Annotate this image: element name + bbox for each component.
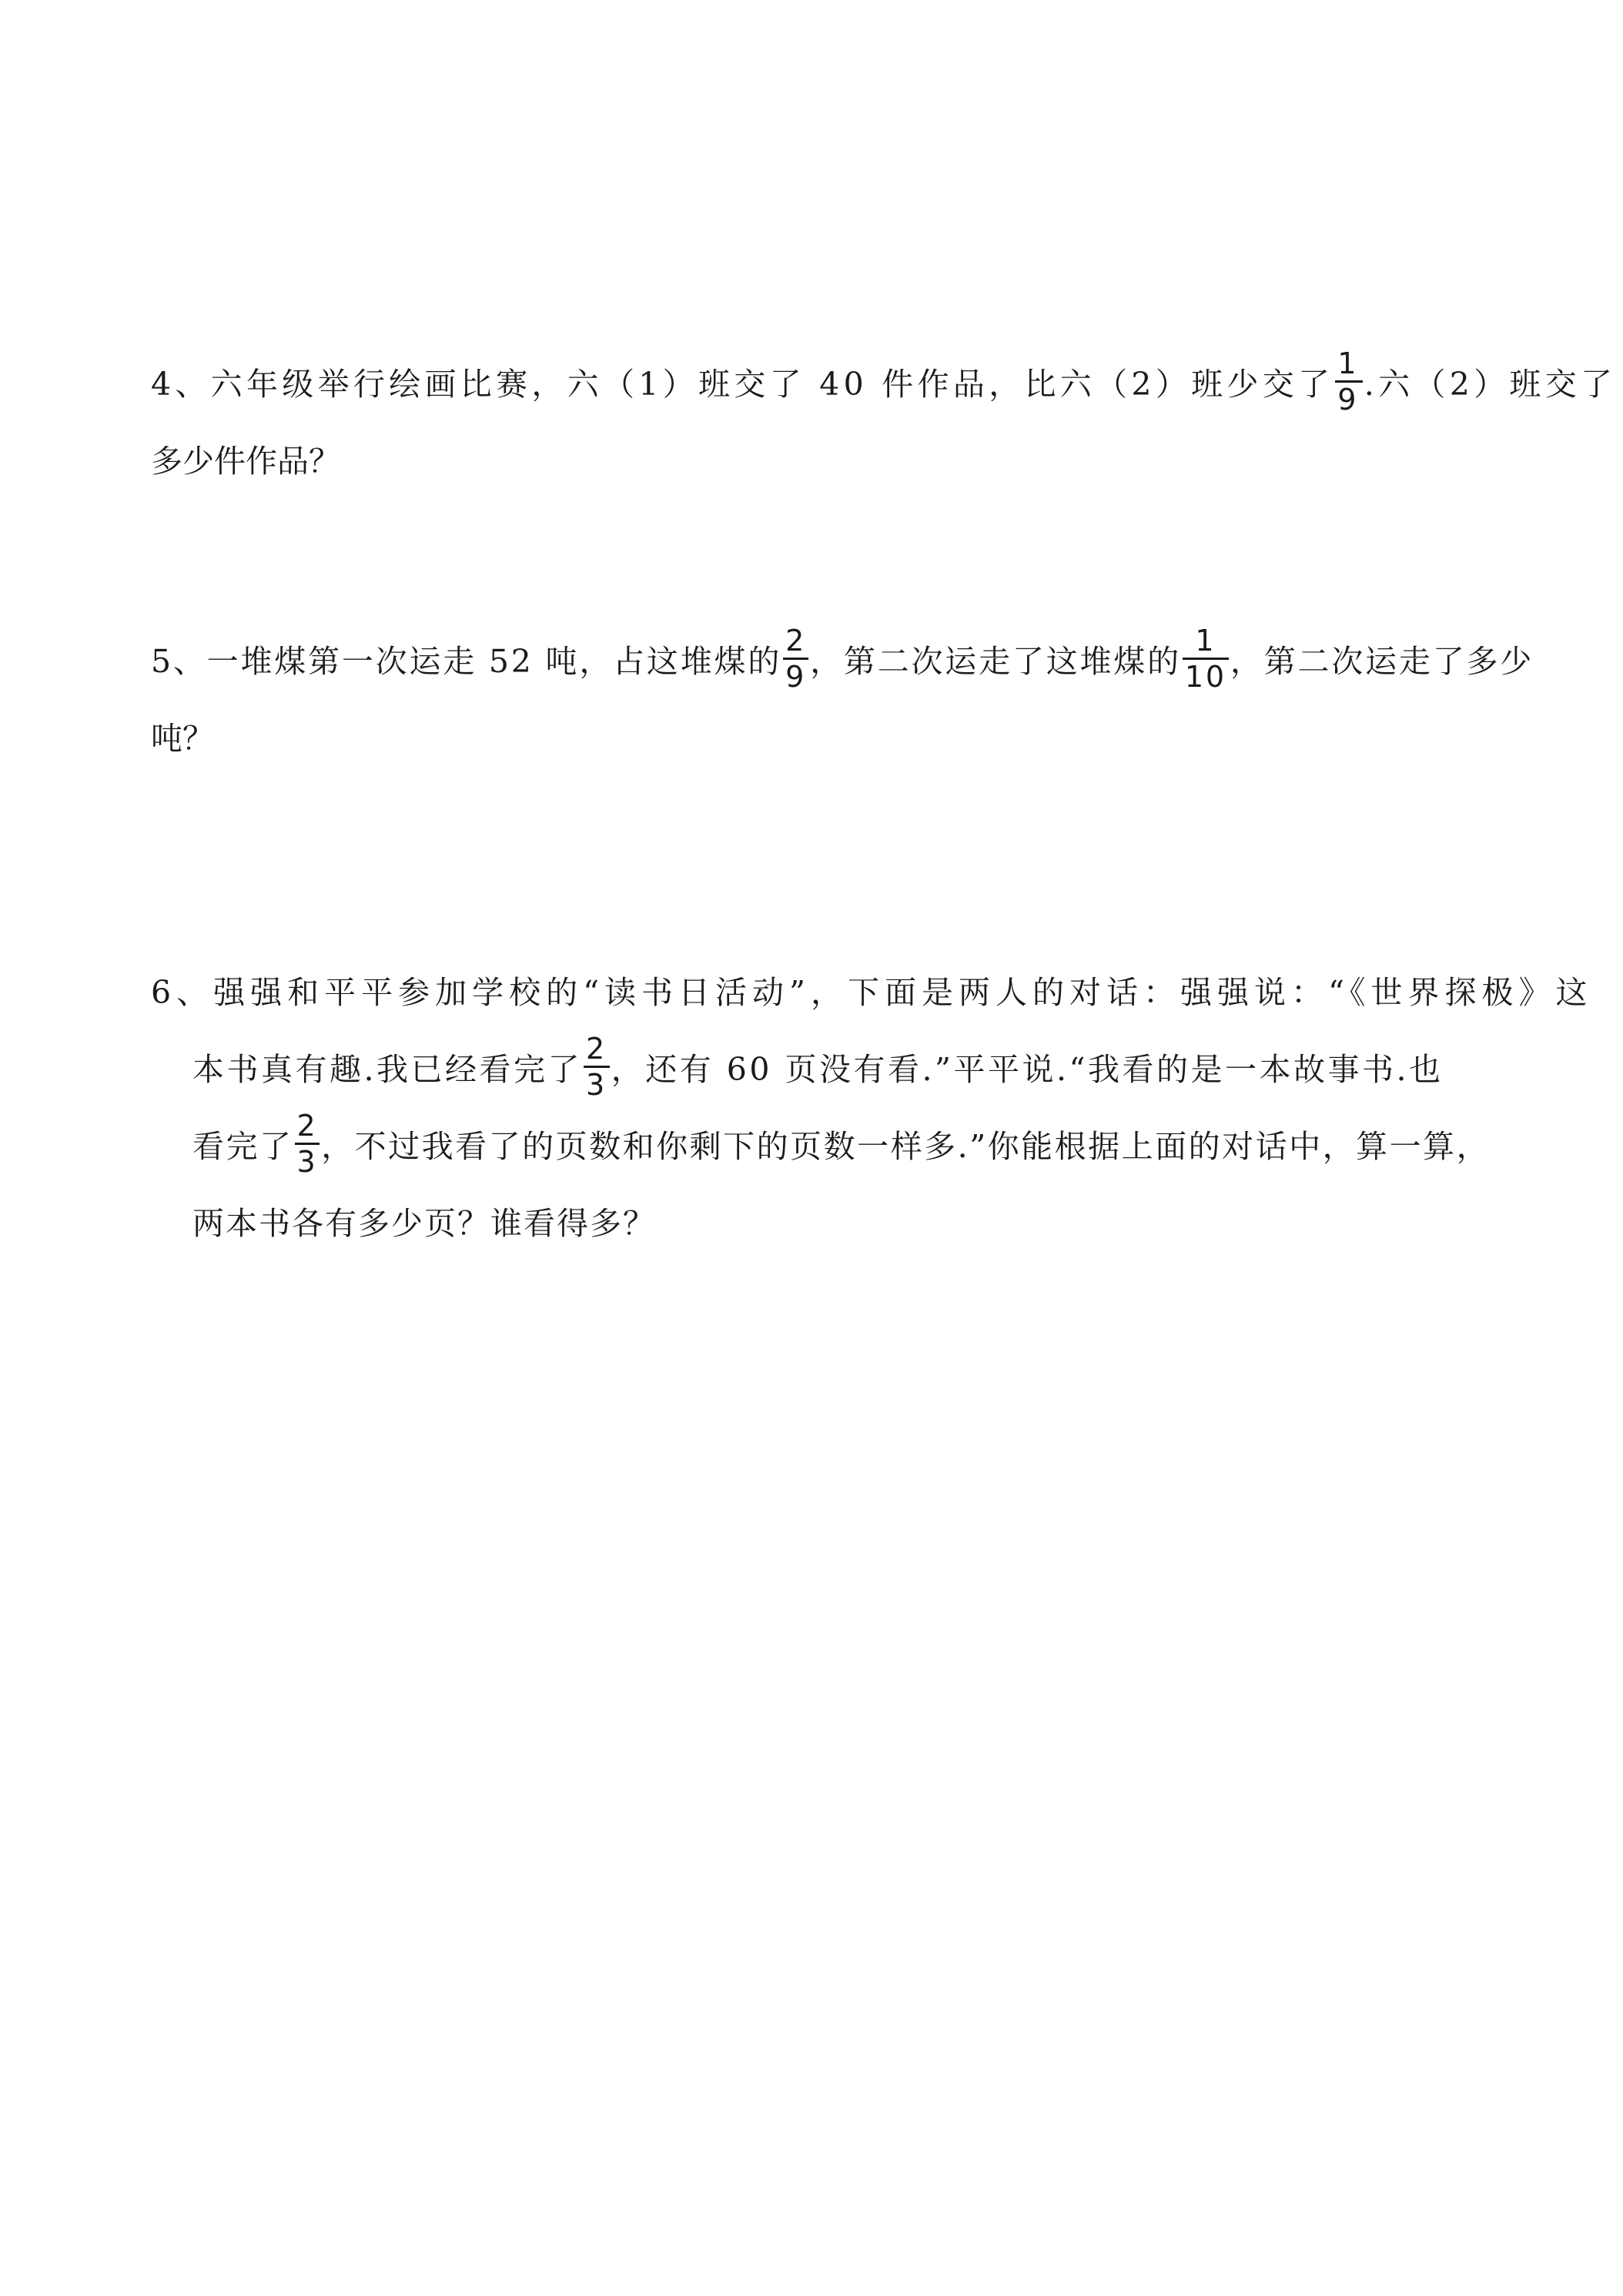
fraction-denominator: 3 bbox=[295, 1143, 320, 1176]
fraction-numerator: 1 bbox=[1195, 623, 1216, 658]
fraction-numerator: 2 bbox=[296, 1108, 318, 1143]
problem-line bbox=[151, 623, 1534, 694]
problem-line bbox=[192, 1108, 1491, 1179]
problem-text: 本书真有趣.我已经看完了 bbox=[192, 1050, 583, 1088]
fraction-numerator: 1 bbox=[1337, 346, 1360, 380]
problem-text: 4、六年级举行绘画比赛，六（1）班交了 40 件作品，比六（2）班少交了 bbox=[151, 365, 1334, 403]
fraction-denominator: 10 bbox=[1183, 658, 1229, 691]
problem-text: ，还有 60 页没有看.”平平说.“我看的是一本故事书.也 bbox=[611, 1050, 1444, 1088]
problem-text: ，不过我看了的页数和你剩下的页数一样多.”你能根据上面的对话中，算一算， bbox=[321, 1127, 1491, 1165]
fraction bbox=[295, 1108, 320, 1179]
problem-text: 多少件作品？ bbox=[151, 442, 340, 480]
problem-text: 看完了 bbox=[192, 1127, 293, 1165]
fraction bbox=[1335, 346, 1362, 417]
fraction-denominator: 9 bbox=[1335, 380, 1362, 414]
problem-text: .六（2）班交了 bbox=[1364, 365, 1617, 403]
problem-line bbox=[151, 959, 1592, 1020]
problem-line bbox=[151, 705, 214, 766]
problem-text: 两本书各有多少页？谁看得多？ bbox=[192, 1204, 656, 1242]
fraction bbox=[1183, 623, 1229, 694]
problem-line bbox=[192, 1031, 1444, 1102]
problem-line bbox=[192, 1190, 656, 1251]
problem-text: ，第二次运走了多少 bbox=[1230, 642, 1534, 680]
problem-line bbox=[151, 427, 340, 489]
fraction bbox=[783, 623, 808, 694]
fraction bbox=[584, 1031, 610, 1102]
fraction-numerator: 2 bbox=[586, 1031, 607, 1066]
problem-line bbox=[151, 346, 1617, 417]
problem-text: 6、强强和平平参加学校的“读书日活动”，下面是两人的对话：强强说：“《世界探极》这 bbox=[151, 973, 1593, 1011]
problem-text: ，第二次运走了这堆煤的 bbox=[810, 642, 1181, 680]
fraction-numerator: 2 bbox=[785, 623, 807, 658]
fraction-denominator: 3 bbox=[584, 1066, 610, 1099]
fraction-denominator: 9 bbox=[783, 658, 808, 691]
problem-text: 5、一堆煤第一次运走 52 吨，占这堆煤的 bbox=[151, 642, 782, 680]
problem-text: 吨？ bbox=[151, 719, 214, 757]
